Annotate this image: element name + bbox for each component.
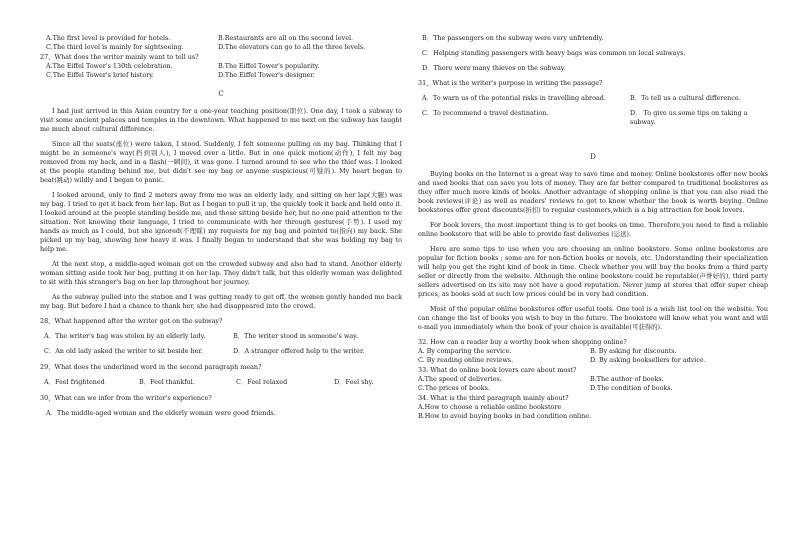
option-c: C.The Eiffel Tower's brief history.	[46, 71, 155, 79]
section-d-heading: D	[590, 153, 596, 161]
passage-d-paragraph: Buying books on the Internet is a great way to save time and money. Online bookstores offer new books and used books that can save you lots of money. They are far better compared to traditional bookstores as they offer much more kinds of books. Another advantage of shopping online is that you can also read the book reviews(评论) as well as readers' reviews to get to know whether the book is worth buying. Online bookstores offer great discounts(折扣) to regular customers,which is a big attraction for book lovers.	[418, 170, 768, 214]
option-a: A．Feel frightened	[44, 378, 105, 386]
option-row	[418, 375, 768, 384]
option-row	[418, 347, 768, 356]
passage-c-paragraph: At the next stop, a middle-aged woman got on the crowded subway and also had to stand. Another elderly woman sitting aside took her bag, putting it on her lap. They didn't talk, but this elderly woman was delighted to sit with this stranger's bag on her lap throughout her journey.	[40, 260, 402, 286]
option-b: B.The author of books.	[590, 375, 664, 383]
option-c: C．To recommend a travel destination.	[422, 109, 549, 117]
option-c: C.The third level is mainly for sightseeing.	[46, 43, 184, 51]
option-d: D．There were many thieves on the subway.	[422, 64, 566, 72]
option-b: B.Restaurants are all on the second level.	[218, 34, 354, 42]
question-27: 27、What does the writer mainly want to tell us?	[40, 53, 199, 61]
option-row	[422, 109, 768, 127]
question-30: 30、What can we infer from the writer's experience?	[40, 394, 212, 402]
option-a: A.How to choose a reliable online bookstore	[418, 403, 562, 411]
option-d: D．A stranger offered help to the writer.	[232, 347, 365, 355]
passage-d-paragraph: For book lovers, the most important thing is to get books on time. Therefore,you need to find a reliable online bookstore that will be able to provide fast deliveries (运送).	[418, 221, 768, 238]
question-34: 34. What is the third paragraph mainly about?	[418, 394, 569, 402]
left-column	[40, 34, 402, 418]
option-a: A.The speed of deliveries.	[418, 375, 502, 383]
option-row	[422, 94, 768, 103]
section-c-heading: C	[218, 90, 224, 98]
option-d: D．Feel shy.	[334, 378, 374, 386]
option-a: A. By comparing the service.	[418, 347, 512, 355]
option-row	[418, 384, 768, 393]
option-b: B.The Eiffel Tower's popularity.	[218, 62, 320, 70]
option-d: D.The condition of books.	[590, 384, 673, 392]
question-31: 31、What is the writer's purpose in writing the passage?	[418, 79, 603, 87]
option-row	[46, 43, 402, 52]
question-32: 32. How can a reader buy a worthy book when shopping online?	[418, 338, 627, 346]
option-c: C．An old lady asked the writer to sit beside her.	[44, 347, 203, 355]
passage-c-paragraph: I had just arrived in this Asian country for a one-year teaching position(职位). One day, I took a subway to visit some ancient palaces and temples in the downtown. What happened to me next on the subway has taught me much about cultural difference.	[40, 107, 402, 133]
option-row	[44, 332, 402, 341]
option-a: A．The writer's bag was stolen by an elderly lady.	[44, 332, 206, 340]
option-d: D.The Eiffel Tower's designer.	[218, 71, 315, 79]
option-row	[46, 71, 402, 80]
option-d: D． To give us some tips on taking a subway.	[630, 109, 748, 126]
option-c: C.The prices of books.	[418, 384, 490, 392]
option-c: C．Feel relaxed	[236, 378, 288, 386]
option-c: C. By reading online reviews.	[418, 356, 514, 364]
option-a: A.The Eiffel Tower's 130th celebration.	[46, 62, 173, 70]
option-b: B. By asking for discounts.	[590, 347, 677, 355]
option-c: C．Helping standing passengers with heavy bags was common on local subways.	[422, 49, 686, 57]
option-row	[418, 356, 768, 365]
option-d: D.The elevators can go to all the three levels.	[218, 43, 366, 51]
passage-d-paragraph: Here are some tips to use when you are choosing an online bookstore. Some online bookstores are popular for fiction books ; some are for non-fiction books or novels, etc. Understanding their specialization will help you get the right kind of book in time. Check whether you will buy the books from a third party seller or directly from the website. Although the online bookstore could be reputable(声誉好的), third party sellers advertised on its site may not have a good reputation. Never jump at stores that offer super cheap prices, as books sold at such low prices could be in very bad condition.	[418, 245, 768, 298]
option-b: B．To tell us a cultural difference.	[630, 94, 741, 102]
right-column	[418, 34, 768, 421]
option-row	[46, 34, 402, 43]
option-a: A．To warn us of the potential risks in travelling abroad.	[422, 94, 606, 102]
option-b: B.How to avoid buying books in bad condition online.	[418, 412, 592, 420]
option-row	[44, 378, 402, 387]
option-b: B．The passengers on the subway were very unfriendly.	[422, 34, 604, 42]
question-29: 29、What does the underlined word in the second paragraph mean?	[40, 363, 262, 371]
option-row	[46, 62, 402, 71]
question-28: 28、What happened after the writer got on the subway?	[40, 317, 223, 325]
question-33: 33. What do online book lovers care about most?	[418, 366, 577, 374]
option-d: D. By asking booksellers for advice.	[590, 356, 706, 364]
passage-c-paragraph: Since all the seats(座位) were taken, I stood. Suddenly, I felt someone pulling on my bag. Thinking that I might be in someone's way(挡到别人), I moved over a little. But in one quick motion(动作), I felt my bag removed from my back, and in a flash(一瞬间), it was gone. I turned around to see who the thief was. I looked at the people standing behind me, but didn't see my bag or anyone suspicious(可疑的). My heart began to beat(跳动) wildly and I began to panic.	[40, 140, 402, 184]
passage-c-paragraph: I looked around, only to find 2 meters away from me was an elderly lady, and sitting on her lap(大腿) was my bag. I tried to get it back from her lap. But as I began to pull it up, the quickly took it back and held onto it. I looked around at the people standing beside me, and those sitting beside her, but no one paid attention to the situation. Not knowing their language, I tried to communicate with her through gestures(手势). I used my hands as much as I could, but she ignored(不理睬) my requests for my bag and pointed to(指向) my back. She picked up my bag, showing how heavy it was. I finally began to understand that she was holding my bag to help me.	[40, 191, 402, 253]
option-a: A．The middle-aged woman and the elderly woman were good friends.	[46, 409, 276, 417]
passage-d-paragraph: Most of the popular online bookstores offer useful tools. One tool is a wish list tool on the website. You can change the list of books you wish to buy in the future. The bookstore will know what you want and will e-mail you immediately when the book of your choice is available(可获得的).	[418, 305, 768, 331]
option-row	[44, 347, 402, 356]
option-b: B．Feel thankful.	[139, 378, 195, 386]
option-b: B．The writer stood in someone's way.	[232, 332, 358, 340]
option-a: A.The first level is provided for hotels.	[46, 34, 171, 42]
passage-c-paragraph: As the subway pulled into the station and I was getting ready to get off, the women gently handed me back my bag. But before I had a chance to thank her, she had disappeared into the crowd.	[40, 293, 402, 310]
